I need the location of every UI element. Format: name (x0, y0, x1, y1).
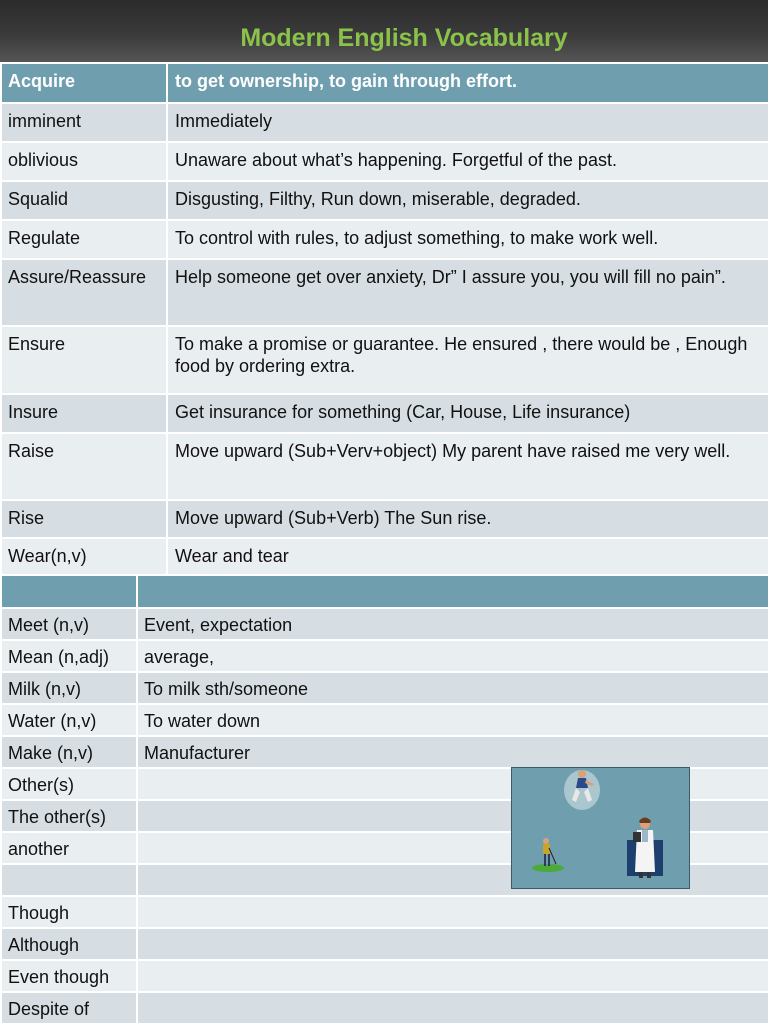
term-text: Water (n,v) (8, 711, 97, 731)
term-text: Wear(n,v) (8, 546, 87, 566)
term-cell (1, 181, 167, 220)
table-row (1, 672, 768, 704)
table-row (1, 736, 768, 768)
definition-text: Move upward (Sub+Verb) The Sun rise. (175, 508, 492, 528)
definition-text: Move upward (Sub+Verv+object) My parent have raised me very well. (175, 441, 731, 461)
table-row (1, 538, 768, 576)
definition-text: Manufacturer (144, 743, 251, 763)
term-cell (1, 768, 137, 800)
definition-text: Get insurance for something (Car, House, Life insurance) (175, 402, 631, 422)
term-text: Make (n,v) (8, 743, 94, 763)
table-row (1, 142, 768, 181)
term-cell (1, 259, 167, 326)
header-definition (167, 63, 768, 103)
definition-text: average, (144, 647, 215, 667)
definition-cell (167, 181, 768, 220)
term-text: Other(s) (8, 775, 75, 795)
people-clipart-icon (511, 767, 690, 889)
term-cell (1, 142, 167, 181)
header-definition-text: to get ownership, to gain through effort. (175, 71, 517, 91)
title-bar (0, 0, 768, 62)
definition-text: Help someone get over anxiety, Dr” I assure you, you will fill no pain”. (175, 267, 726, 287)
definition-text: Immediately (175, 111, 273, 131)
term-cell (1, 736, 137, 768)
header-term-text: Acquire (8, 71, 76, 91)
table-row (1, 704, 768, 736)
definition-text (144, 993, 764, 998)
term-text: Squalid (8, 189, 69, 209)
term-text: Mean (n,adj) (8, 647, 110, 667)
page-title: Modern English Vocabulary (240, 23, 568, 52)
term-cell (1, 538, 167, 576)
term-text: The other(s) (8, 807, 107, 827)
header-term (1, 63, 167, 103)
definition-cell (167, 259, 768, 326)
term-cell (1, 864, 137, 896)
definition-text (144, 929, 764, 934)
term-cell (1, 103, 167, 142)
table-row (1, 181, 768, 220)
definition-cell (137, 608, 768, 640)
vocabulary-table-1 (0, 62, 768, 577)
term-cell (1, 220, 167, 259)
term-text: Even though (8, 967, 110, 987)
term-text: another (8, 839, 70, 859)
term-text: Insure (8, 402, 59, 422)
table-row (1, 992, 768, 1024)
term-text: Meet (n,v) (8, 615, 90, 635)
term-cell (1, 896, 137, 928)
definition-cell (167, 326, 768, 394)
definition-cell (167, 103, 768, 142)
definition-cell (167, 538, 768, 576)
header-term (1, 575, 137, 608)
definition-text: Disgusting, Filthy, Run down, miserable, degraded. (175, 189, 581, 209)
definition-text: To water down (144, 711, 261, 731)
term-text: Although (8, 935, 80, 955)
clipart-figures-icon (512, 768, 688, 887)
table-row (1, 259, 768, 326)
definition-cell (167, 220, 768, 259)
definition-text: To control with rules, to adjust something, to make work well. (175, 228, 659, 248)
definition-text: To milk sth/someone (144, 679, 309, 699)
definition-text (144, 897, 764, 902)
table-row (1, 103, 768, 142)
term-text: Raise (8, 441, 55, 461)
term-cell (1, 928, 137, 960)
definition-text (144, 961, 764, 966)
term-text (8, 865, 130, 870)
definition-cell (167, 394, 768, 433)
header-definition (137, 575, 768, 608)
term-cell (1, 500, 167, 538)
term-cell (1, 832, 137, 864)
definition-text: Unaware about what’s happening. Forgetful of the past. (175, 150, 617, 170)
table-row (1, 960, 768, 992)
table-row (1, 394, 768, 433)
definition-cell (137, 736, 768, 768)
term-cell (1, 640, 137, 672)
definition-text: Wear and tear (175, 546, 289, 566)
table-row (1, 608, 768, 640)
term-text: oblivious (8, 150, 79, 170)
term-cell (1, 992, 137, 1024)
definition-cell (137, 960, 768, 992)
definition-cell (167, 433, 768, 500)
term-cell (1, 800, 137, 832)
term-text: imminent (8, 111, 82, 131)
table-row (1, 640, 768, 672)
table-row (1, 220, 768, 259)
definition-cell (137, 640, 768, 672)
table-row (1, 500, 768, 538)
term-text: Milk (n,v) (8, 679, 81, 699)
term-text: Ensure (8, 334, 66, 354)
definition-cell (137, 896, 768, 928)
term-cell (1, 394, 167, 433)
term-text: Rise (8, 508, 45, 528)
header-definition-text (144, 576, 764, 581)
term-cell (1, 326, 167, 394)
definition-cell (137, 704, 768, 736)
definition-text: To make a promise or guarantee. He ensured , there would be , Enough food by ordering extra. (175, 334, 748, 376)
header-term-text (8, 576, 130, 581)
table-header-row (1, 575, 768, 608)
term-text: Though (8, 903, 70, 923)
term-cell (1, 433, 167, 500)
definition-cell (167, 500, 768, 538)
term-cell (1, 608, 137, 640)
term-cell (1, 704, 137, 736)
term-text: Regulate (8, 228, 81, 248)
table-header-row (1, 63, 768, 103)
definition-cell (137, 672, 768, 704)
table-row (1, 326, 768, 394)
definition-cell (137, 928, 768, 960)
table-row (1, 896, 768, 928)
table-row (1, 928, 768, 960)
definition-cell (137, 992, 768, 1024)
table-row (1, 433, 768, 500)
term-cell (1, 960, 137, 992)
definition-text: Event, expectation (144, 615, 293, 635)
term-text: Assure/Reassure (8, 267, 147, 287)
definition-cell (167, 142, 768, 181)
term-cell (1, 672, 137, 704)
term-text: Despite of (8, 999, 90, 1019)
